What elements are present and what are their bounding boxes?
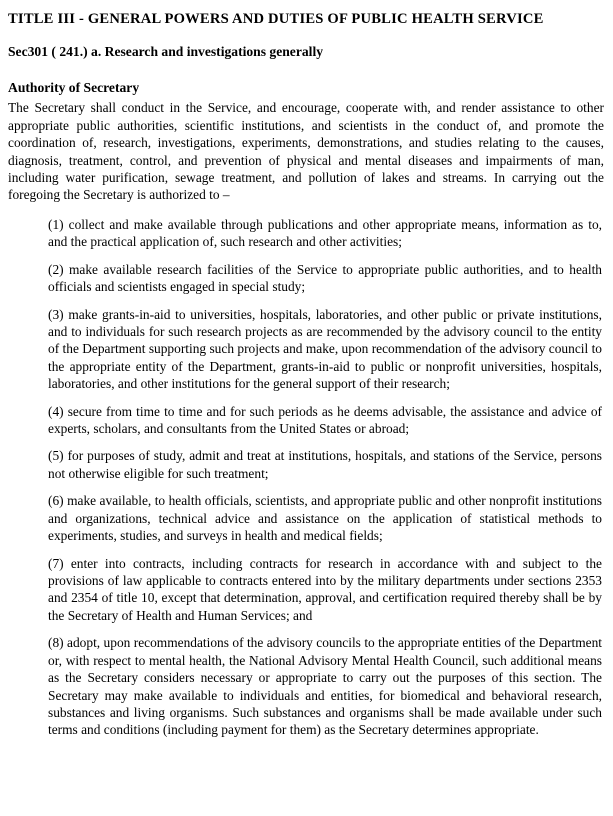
intro-paragraph: The Secretary shall conduct in the Service, and encourage, cooperate with, and render assistance to other appropriate public authorities, scientific institutions, and scientists in the conduct of, and promote the coordination of, research, investigations, experiments, demonstrations, and studies relating to the causes, diagnosis, treatment, control, and prevention of physical and mental diseases and impairments of man, including water purification, sewage treatment, and pollution of lakes and streams. In carrying out the foregoing the Secretary is authorized to – — [8, 100, 604, 203]
clause-list — [8, 216, 604, 739]
clause-item-4: (4) secure from time to time and for such periods as he deems advisable, the assistance and advice of experts, scholars, and consultants from the United States or abroad; — [48, 403, 602, 437]
authority-subheading: Authority of Secretary — [8, 79, 140, 95]
clause-item-5: (5) for purposes of study, admit and treat at institutions, hospitals, and stations of the Service, persons not otherwise eligible for such treatment; — [48, 448, 602, 481]
document-title: TITLE III - GENERAL POWERS AND DUTIES OF PUBLIC HEALTH SERVICE — [8, 11, 544, 27]
clause-item-6: (6) make available, to health officials, scientists, and appropriate public and other nonprofit institutions and organizations, technical advice and assistance on the application of statistical methods to experiments, studies, and surveys in health and medical fields; — [48, 493, 602, 544]
section-heading: Sec301 ( 241.) a. Research and investigations generally — [8, 43, 324, 59]
clause-item-2: (2) make available research facilities of the Service to appropriate public authorities, and to health officials and scientists engaged in special study; — [48, 261, 602, 295]
clause-item-8: (8) adopt, upon recommendations of the advisory councils to the appropriate entities of the Department or, with respect to mental health, the National Advisory Mental Health Council, such additional means as the Secretary considers necessary or appropriate to carry out the purposes of this section. The Secretary may make available to individuals and entities, for biomedical and behavioral research, substances and living organisms. Such substances and organisms shall be made available under such terms and conditions (including payment for them) as the Secretary determines appropriate. — [48, 635, 602, 738]
clause-item-7: (7) enter into contracts, including contracts for research in accordance with and subject to the provisions of law applicable to contracts entered into by the military departments under sections 2353 and 2354 of title 10, except that determination, approval, and certification required thereby shall be by the Secretary of Health and Human Services; and — [48, 555, 602, 623]
clause-item-1: (1) collect and make available through publications and other appropriate means, information as to, and the practical application of, such research and other activities; — [48, 216, 602, 250]
clause-item-3: (3) make grants-in-aid to universities, hospitals, laboratories, and other public or private institutions, and to individuals for such research projects as are recommended by the advisory council to the entity of the Department supporting such projects and make, upon recommendation of the advisory council to the appropriate entity of the Department, grants-in-aid to public or nonprofit universities, hospitals, laboratories, and other institutions for the general support of their research; — [48, 306, 602, 392]
